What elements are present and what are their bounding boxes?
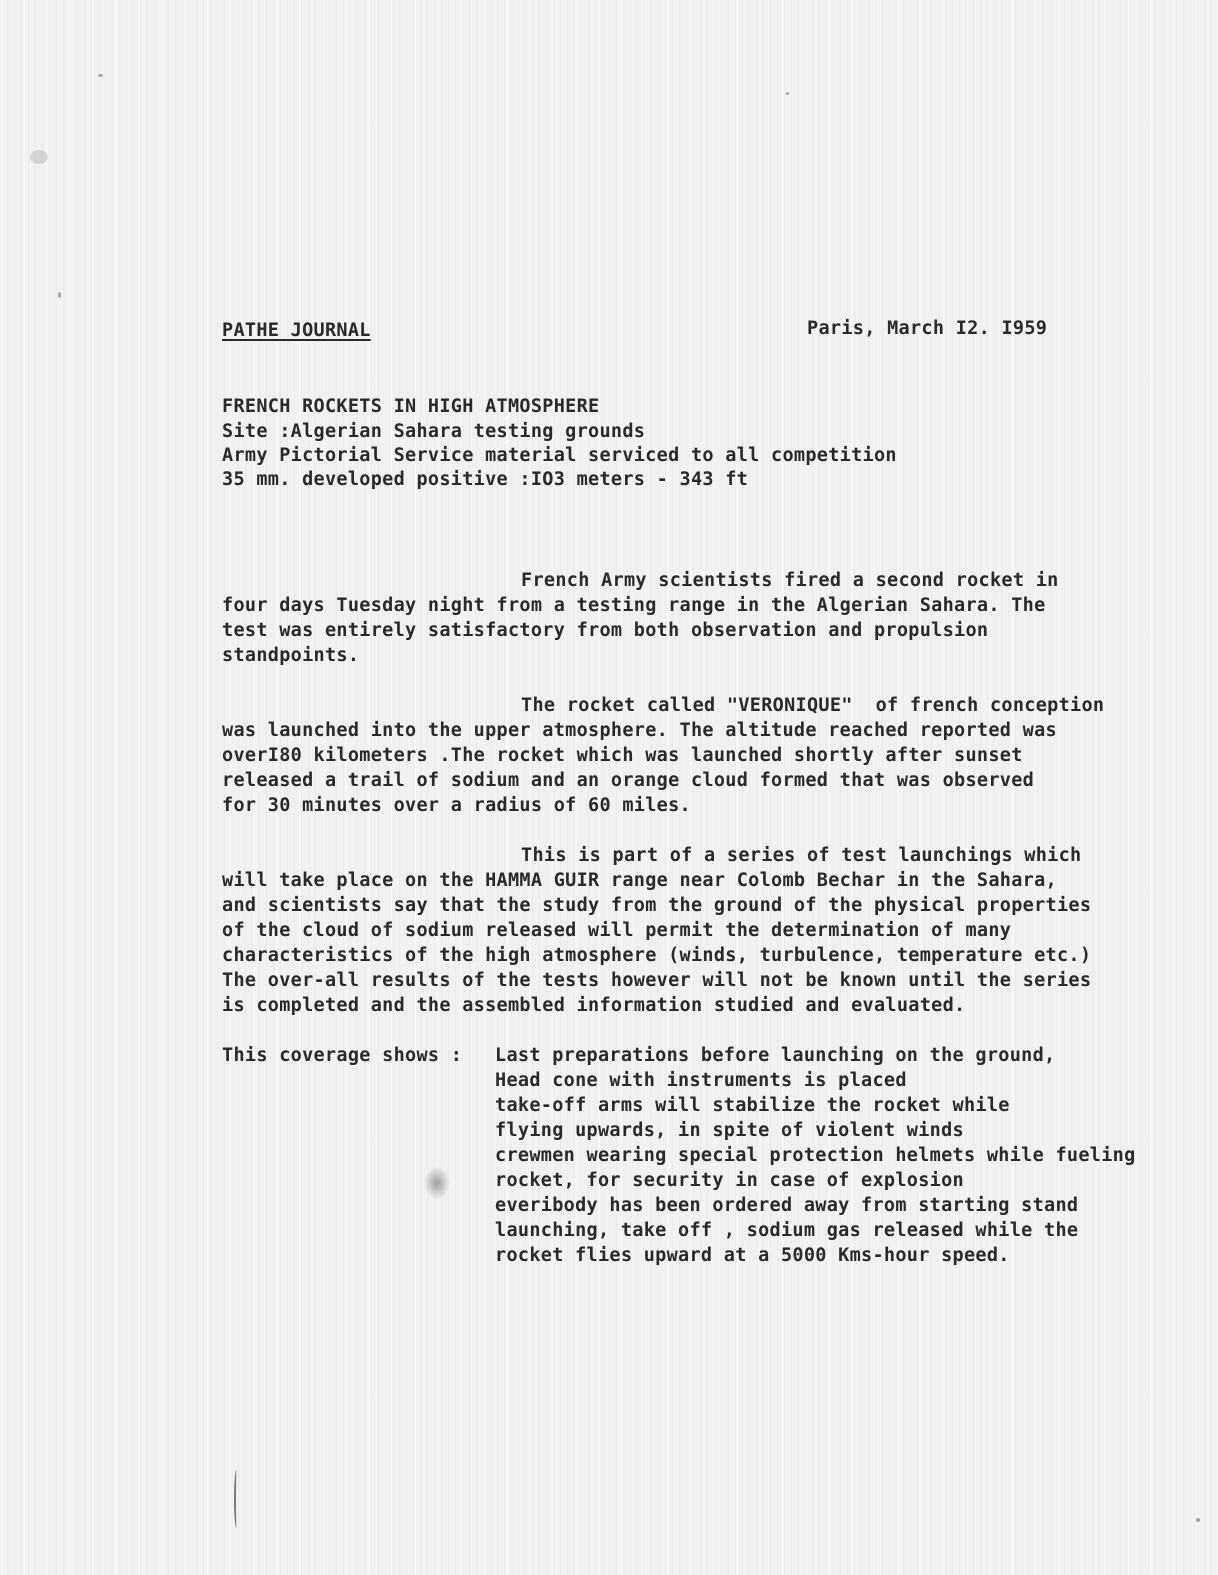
coverage-item: rocket, for security in case of explosion bbox=[495, 1170, 964, 1191]
scan-speck bbox=[1196, 1518, 1200, 1522]
intro-line-site: Site :Algerian Sahara testing grounds bbox=[222, 421, 646, 442]
scan-speck bbox=[98, 74, 103, 77]
coverage-item: flying upwards, in spite of violent winds bbox=[495, 1120, 964, 1141]
coverage-item: Head cone with instruments is placed bbox=[495, 1070, 907, 1091]
coverage-item: everibody has been ordered away from starting stand bbox=[495, 1195, 1079, 1216]
coverage-item: take-off arms will stabilize the rocket while bbox=[495, 1095, 1010, 1116]
paragraph-2-line: for 30 minutes over a radius of 60 miles. bbox=[222, 795, 691, 816]
coverage-label: This coverage shows : bbox=[222, 1045, 463, 1066]
coverage-item: launching, take off , sodium gas released while the bbox=[495, 1220, 1079, 1241]
paragraph-1-line: standpoints. bbox=[222, 645, 360, 666]
coverage-item: Last preparations before launching on the ground, bbox=[495, 1045, 1056, 1066]
scan-speck bbox=[786, 92, 789, 95]
paragraph-1-line: French Army scientists fired a second rocket in bbox=[521, 570, 1059, 591]
paragraph-3-line: The over-all results of the tests however will not be known until the series bbox=[222, 970, 1092, 991]
coverage-item: rocket flies upward at a 5000 Kms-hour speed. bbox=[495, 1245, 1010, 1266]
paragraph-2-line: overI80 kilometers .The rocket which was launched shortly after sunset bbox=[222, 745, 1023, 766]
ink-smudge bbox=[424, 1166, 450, 1200]
paragraph-3-line: of the cloud of sodium released will permit the determination of many bbox=[222, 920, 1012, 941]
paragraph-2-line: was launched into the upper atmosphere. The altitude reached reported was bbox=[222, 720, 1057, 741]
scan-speck bbox=[30, 150, 48, 164]
paragraph-3-line: will take place on the HAMMA GUIR range near Colomb Bechar in the Sahara, bbox=[222, 870, 1057, 891]
intro-line-film: 35 mm. developed positive :IO3 meters - 343 ft bbox=[222, 469, 749, 490]
coverage-item: crewmen wearing special protection helmets while fueling bbox=[495, 1145, 1136, 1166]
paragraph-3-line: This is part of a series of test launchings which bbox=[521, 845, 1082, 866]
paragraph-3-line: is completed and the assembled information studied and evaluated. bbox=[222, 995, 966, 1016]
paragraph-2-line: The rocket called "VERONIQUE" of french conception bbox=[521, 695, 1105, 716]
paragraph-2-line: released a trail of sodium and an orange cloud formed that was observed bbox=[222, 770, 1035, 791]
story-title: FRENCH ROCKETS IN HIGH ATMOSPHERE bbox=[222, 396, 600, 417]
paragraph-3-line: characteristics of the high atmosphere (winds, turbulence, temperature etc.) bbox=[222, 945, 1092, 966]
intro-line-service: Army Pictorial Service material serviced to all competition bbox=[222, 445, 897, 466]
paragraph-1-line: test was entirely satisfactory from both observation and propulsion bbox=[222, 620, 989, 641]
publication-name: PATHE JOURNAL bbox=[222, 320, 371, 341]
margin-pencil-mark bbox=[234, 1470, 239, 1528]
paragraph-1-line: four days Tuesday night from a testing range in the Algerian Sahara. The bbox=[222, 595, 1046, 616]
scan-speck bbox=[58, 292, 61, 298]
paragraph-3-line: and scientists say that the study from the ground of the physical properties bbox=[222, 895, 1092, 916]
dateline: Paris, March I2. I959 bbox=[807, 318, 1048, 339]
